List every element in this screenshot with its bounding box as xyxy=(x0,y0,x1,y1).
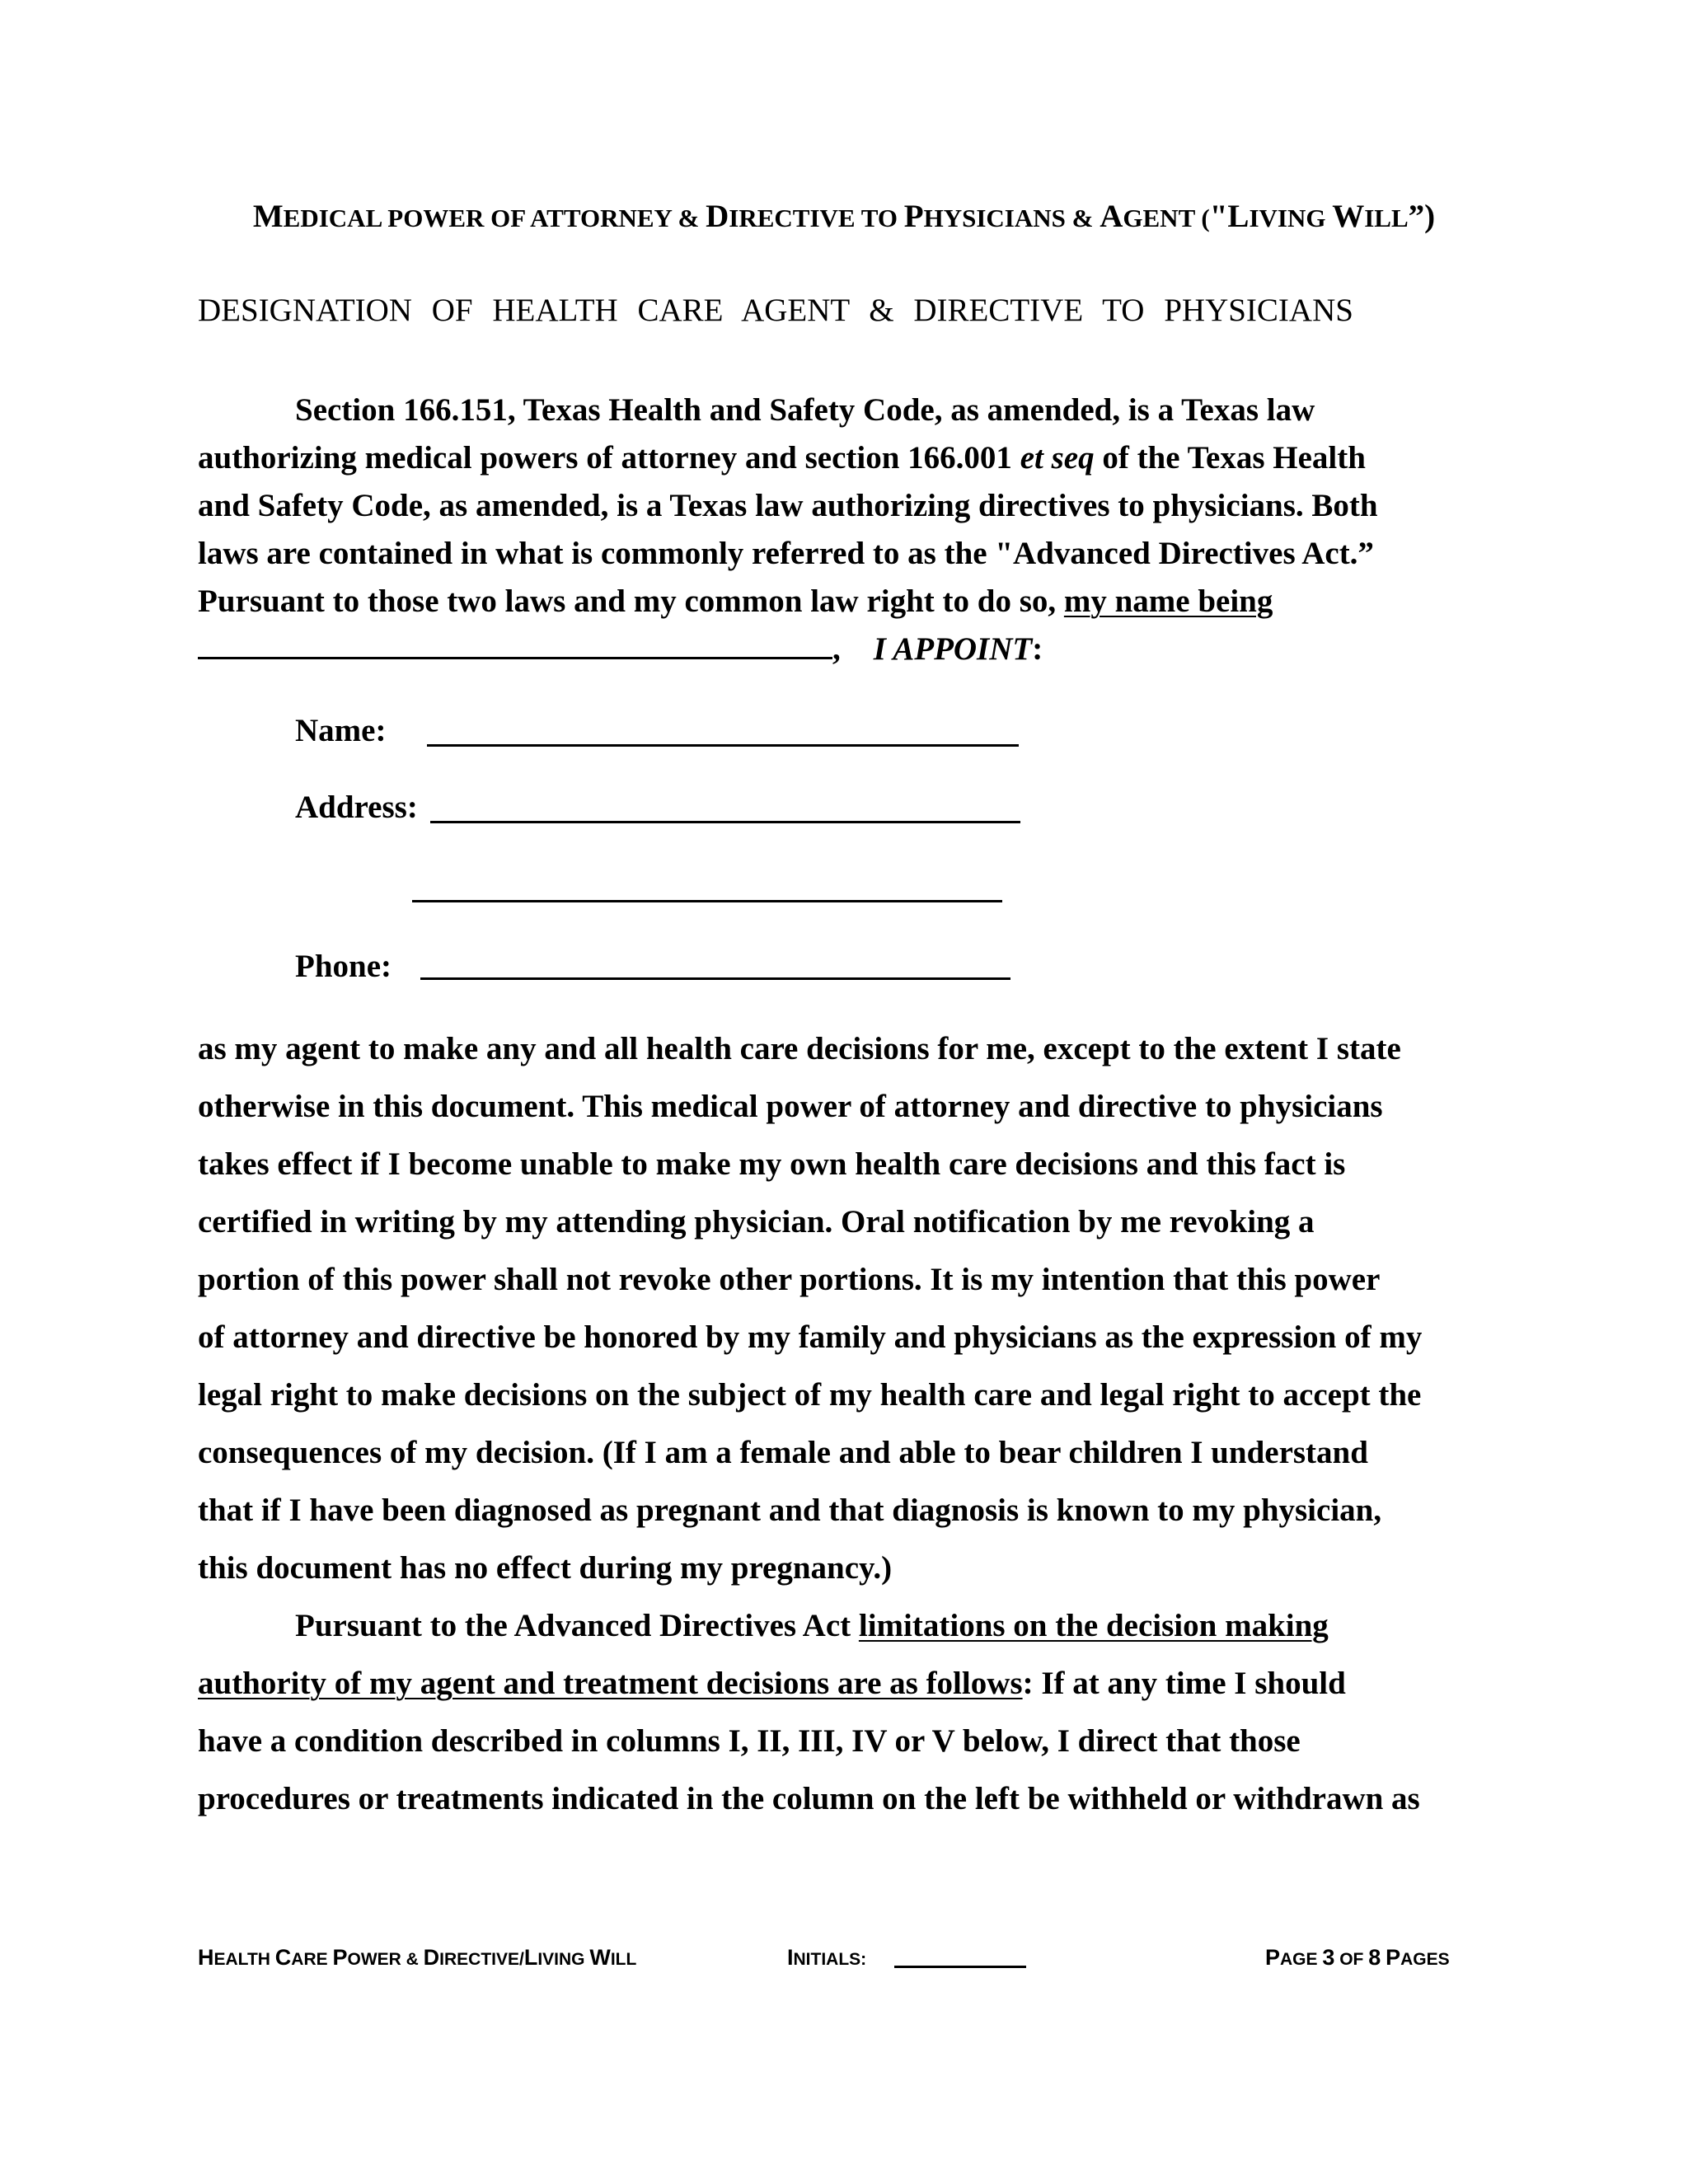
body-line: of attorney and directive be honored by my family and physicians as the expression of my xyxy=(198,1319,1423,1355)
address-label: Address: xyxy=(295,790,418,825)
document-title xyxy=(0,196,1688,239)
body-text xyxy=(198,1020,1492,1828)
body-line: procedures or treatments indicated in the column on the left be withheld or withdrawn as xyxy=(198,1781,1420,1816)
document-subtitle: DESIGNATION OF HEALTH CARE AGENT & DIRECTIVE TO PHYSICIANS xyxy=(198,293,1353,328)
intro-line: Section 166.151, Texas Health and Safety Code, as amended, is a Texas law xyxy=(295,392,1315,428)
body-line: as my agent to make any and all health care decisions for me, except to the extent I state xyxy=(198,1031,1401,1066)
body-line: takes effect if I become unable to make my own health care decisions and this fact is xyxy=(198,1146,1346,1182)
intro-line: authorizing medical powers of attorney and section 166.001 et seq of the Texas Health xyxy=(198,440,1366,476)
phone-field[interactable] xyxy=(420,977,1010,980)
body-line: portion of this power shall not revoke other portions. It is my intention that this power xyxy=(198,1262,1381,1297)
body-line: Pursuant to the Advanced Directives Act limitations on the decision making xyxy=(295,1608,1329,1643)
name-field[interactable] xyxy=(427,744,1019,747)
body-line: certified in writing by my attending physician. Oral notification by me revoking a xyxy=(198,1204,1315,1240)
intro-line: Pursuant to those two laws and my common law right to do so, my name being xyxy=(198,583,1273,619)
intro-line: and Safety Code, as amended, is a Texas law authorizing directives to physicians. Both xyxy=(198,488,1378,523)
title-part: DIRECTIVE TO xyxy=(706,199,904,234)
title-part: ”) xyxy=(1408,199,1436,234)
address-field-line2[interactable] xyxy=(412,900,1002,902)
title-part: PHYSICIANS & xyxy=(903,199,1100,234)
body-line: that if I have been diagnosed as pregnant and that diagnosis is known to my physician, xyxy=(198,1493,1382,1528)
footer-initials-label: INITIALS: xyxy=(787,1945,867,1970)
body-line: legal right to make decisions on the subject of my health care and legal right to accept the xyxy=(198,1377,1422,1413)
body-line: consequences of my decision. (If I am a female and able to bear children I understand xyxy=(198,1435,1368,1470)
footer-document-name: HEALTH CARE POWER & DIRECTIVE/LIVING WILL xyxy=(198,1945,637,1970)
body-line: authority of my agent and treatment decisions are as follows: If at any time I should xyxy=(198,1666,1346,1701)
title-part: MEDICAL POWER OF ATTORNEY & xyxy=(252,199,706,234)
principal-name-blank[interactable] xyxy=(198,626,832,659)
footer-page-number: PAGE 3 OF 8 PAGES xyxy=(1265,1945,1450,1970)
title-part: AGENT ( xyxy=(1100,199,1210,234)
body-line: this document has no effect during my pregnancy.) xyxy=(198,1550,893,1586)
phone-label: Phone: xyxy=(295,949,392,984)
name-label: Name: xyxy=(295,713,387,748)
intro-line: laws are contained in what is commonly referred to as the "Advanced Directives Act.” xyxy=(198,536,1374,571)
initials-field[interactable] xyxy=(894,1966,1026,1968)
body-line: have a condition described in columns I, II, III, IV or V below, I direct that those xyxy=(198,1723,1301,1759)
address-field-line1[interactable] xyxy=(430,821,1020,823)
title-part: "LIVING xyxy=(1209,199,1333,234)
body-line: otherwise in this document. This medical power of attorney and directive to physicians xyxy=(198,1089,1383,1124)
intro-line: , I APPOINT: xyxy=(198,626,1484,673)
title-part: WILL xyxy=(1332,199,1409,234)
intro-paragraph xyxy=(198,387,1484,673)
